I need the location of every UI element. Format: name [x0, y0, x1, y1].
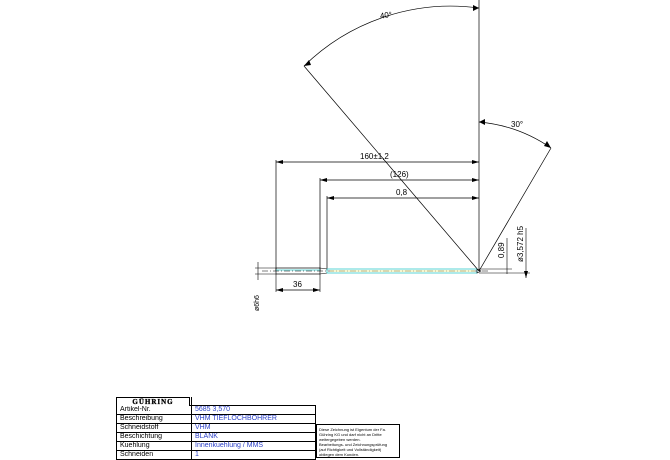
arrow-head: [524, 271, 528, 278]
row-value: 5685 3,570: [192, 406, 316, 415]
arrow-head: [276, 160, 283, 164]
row-value: BLANK: [192, 433, 316, 442]
dim-label-shank-length: 36: [293, 280, 302, 289]
shank-transition: [320, 268, 327, 269]
angle-label-top: 40°: [379, 10, 393, 21]
row-value: VHM TIEFLOCHBOHRER: [192, 415, 316, 424]
row-value: 1: [192, 451, 316, 460]
shank-transition: [320, 273, 327, 274]
dim-label-ref: (126): [390, 170, 409, 179]
dim-label-tip-height: 0,89: [497, 242, 506, 258]
row-value: Innenkuehlung / MMS: [192, 442, 316, 451]
arrow-head: [472, 196, 479, 200]
dim-label-total: 160±1,2: [360, 152, 389, 161]
arrow-head: [472, 160, 479, 164]
arrow-head: [276, 288, 283, 292]
notice-line: obliegen dem Kunden.: [319, 452, 360, 457]
row-label: Schneidstoff: [117, 424, 192, 433]
notice-line: Gühring KG und darf nicht an Dritte: [319, 432, 382, 437]
notice-line: Diese Zeichnung ist Eigentum der Fa.: [319, 427, 386, 432]
logo-text: GÜHRING: [132, 398, 174, 406]
row-value: VHM: [192, 424, 316, 433]
row-label: Kuehlung: [117, 442, 192, 451]
company-logo: [116, 397, 190, 406]
table-row: [117, 433, 316, 442]
notice-line: Bearbeitungs- und Zeichnungsprüfung: [319, 442, 388, 447]
notice-line: (auf Richtigkeit und Vollständigkeit): [319, 447, 382, 452]
arrow-head: [304, 60, 311, 66]
row-label: Artikel-Nr.: [117, 406, 192, 415]
arrow-head: [472, 178, 479, 182]
arrow-head: [544, 141, 551, 148]
table-row: [117, 451, 316, 460]
title-block: [116, 397, 316, 460]
arrow-head: [479, 119, 485, 125]
table-row: [117, 424, 316, 433]
table-row: [117, 406, 316, 415]
row-label: Schneiden: [117, 451, 192, 460]
arrow-head: [473, 5, 479, 11]
arrow-head: [327, 196, 334, 200]
notice-line: weitergegeben werden.: [319, 437, 361, 442]
dim-label-tip-diameter: ø3,572 h5: [516, 225, 525, 262]
cone-line-right: [479, 148, 551, 271]
arrow-head: [313, 288, 320, 292]
table-row: [117, 415, 316, 424]
dim-label-inner: 0,8: [396, 188, 408, 197]
row-label: Beschreibung: [117, 415, 192, 424]
table-row: [117, 442, 316, 451]
dim-label-shank-diameter: ø6h6: [254, 295, 261, 311]
ownership-notice: [316, 424, 400, 458]
arrow-head: [320, 178, 327, 182]
angle-label-right: 30°: [511, 120, 524, 129]
row-label: Beschichtung: [117, 433, 192, 442]
cone-line-left: [304, 66, 479, 271]
